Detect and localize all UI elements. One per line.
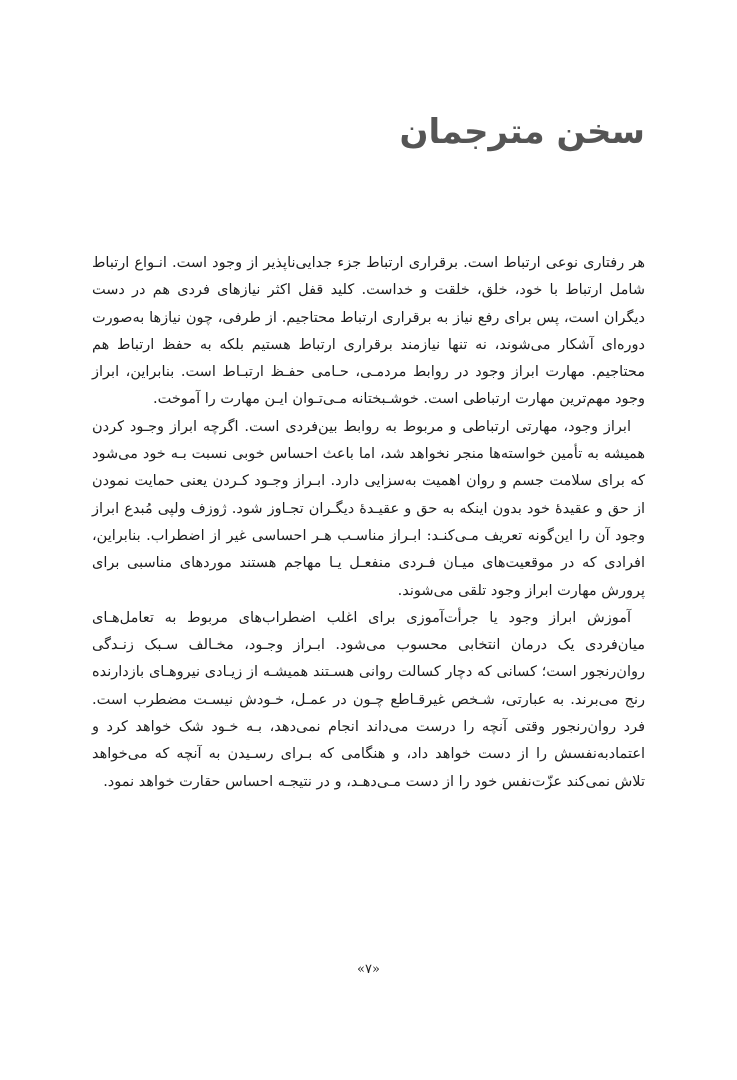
- paragraph-3: آموزش ابراز وجود یا جرأت‌آموزی برای اغلب اضطراب‌های مربوط به تعامل‌هـای میان‌فردی یک درمان انتخابی محسوب می‌شود. ابـراز وجـود، مخـالف سـبک زنـدگی روان‌رنجور است؛ کسانی که دچار کسالت روانی هسـتند همیشـه از زیـادی نیروهـای بازدارنده رنج می‌برند. به عبارتی، شـخص غیرقـاطع چـون در عمـل، خـودش نیسـت مضطرب است. فرد روان‌رنجور وقتی آنچه را درست می‌داند انجام نمی‌دهد، بـه خـود شک خواهد کرد و اعتمادبه‌نفسش را از دست خواهد داد، و هنگامی که بـرای رسـیدن به آنچه که می‌خواهد تلاش نمی‌کند عزّت‌نفس خود را از دست مـی‌دهـد، و در نتیجـه احساس حقارت خواهد نمود.: [92, 609, 645, 790]
- page-number: «۷»: [357, 962, 380, 977]
- body-text: [92, 250, 645, 796]
- chapter-title: سخن مترجمان: [399, 112, 645, 152]
- paragraph-2: ابراز وجود، مهارتی ارتباطی و مربوط به روابط بین‌فردی است. اگرچه ابراز وجـود کردن همیشه به تأمین خواسته‌ها منجر نخواهد شد، اما باعث احساس خوبی نسبت بـه خود می‌شود که برای سلامت جسم و روان اهمیت به‌سزایی دارد. ابـراز وجـود کـردن یعنی حمایت نمودن از حق و عقیدهٔ خود بدون اینکه به حق و عقیـدهٔ دیگـران تجـاوز شود. ژوزف ولپی مُبدع ابراز وجود آن را این‌گونه تعریف مـی‌کنـد: ابـراز مناسـب هـر احساسی غیر از اضطراب. بنابراین، افرادی که در موقعیت‌های میـان فـردی منفعـل یـا مهاجم هستند موردهای مناسبی برای پرورش مهارت ابراز وجود تلقی می‌شوند.: [92, 418, 645, 599]
- paragraph-1: هر رفتاری نوعی ارتباط است. برقراری ارتباط جزء جدایی‌ناپذیر از وجود است. انـواع ارتباط شامل ارتباط با خود، خلق، خلقت و خداست. کلید قفل اکثر نیازهای فردی هم در دست دیگران است، پس برای رفع نیاز به برقراری ارتباط محتاجیم. از طرفی، چون نیازها به‌صورت دوره‌ای آشکار می‌شوند، نه تنها نیازمند برقراری ارتباط هستیم بلکه به حفظ ارتباط هم محتاجیم. مهارت ابراز وجود در روابط مردمـی، حـامی حفـظ ارتبـاط است. بنابراین، ابراز وجود مهم‌ترین مهارت ارتباطی است. خوشـبختانه مـی‌تـوان ایـن مهارت را آموخت.: [92, 255, 645, 408]
